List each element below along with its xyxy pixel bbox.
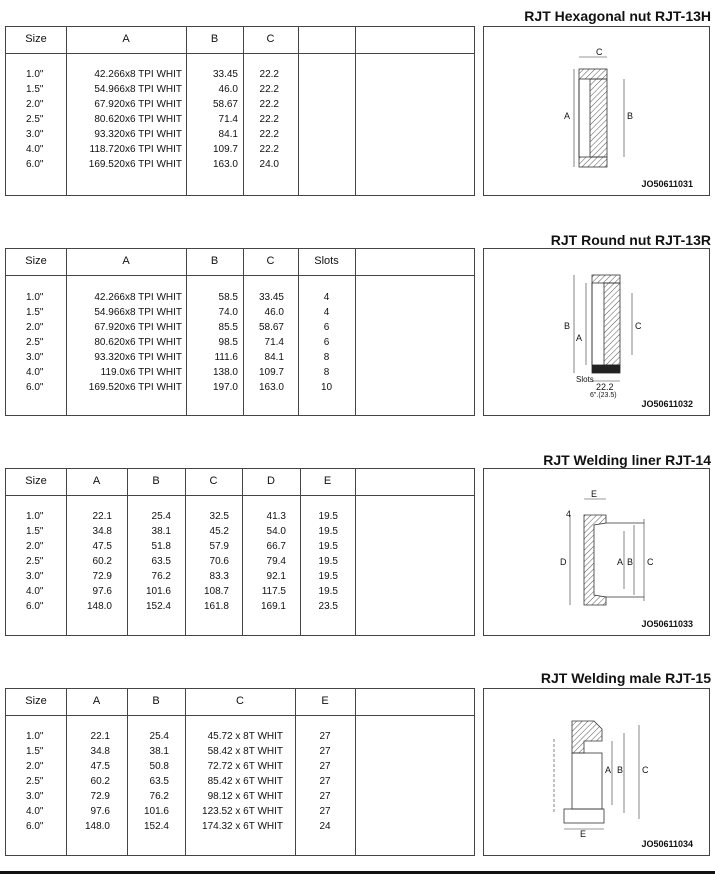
table-row — [6, 99, 474, 114]
cell-e: 19.5 — [318, 586, 338, 597]
table-row — [6, 129, 474, 144]
cell-b: 85.5 — [218, 322, 238, 333]
dim-label-b: B — [627, 557, 634, 567]
table-row — [6, 382, 474, 397]
cell-a: 72.9 — [90, 791, 110, 802]
cell-c: 72.72 x 6T WHIT — [207, 761, 283, 772]
cell-a: 34.8 — [92, 526, 112, 537]
cell-c: 22.2 — [259, 129, 279, 140]
cell-c: 85.42 x 6T WHIT — [207, 776, 283, 787]
spec-table — [5, 26, 475, 196]
spec-table — [5, 688, 475, 856]
cell-c: 109.7 — [258, 367, 284, 378]
table-row — [6, 776, 474, 791]
cell-size: 4.0" — [26, 144, 44, 155]
table-row — [6, 84, 474, 99]
dim-label-e: E — [591, 489, 598, 499]
header-a: A — [92, 695, 101, 707]
cell-size: 3.0" — [26, 352, 44, 363]
table-row — [6, 731, 474, 746]
cell-c: 22.2 — [259, 144, 279, 155]
cell-size: 2.5" — [26, 337, 44, 348]
cell-b: 152.4 — [145, 601, 171, 612]
table-row — [6, 367, 474, 382]
cell-size: 6.0" — [26, 382, 44, 393]
table-row — [6, 337, 474, 352]
header-d: D — [267, 475, 275, 487]
cell-size: 1.0" — [26, 731, 44, 742]
cell-size: 1.5" — [26, 307, 44, 318]
header-a: A — [122, 33, 130, 45]
cell-a: 54.966x8 TPI WHIT — [94, 307, 182, 318]
header-c: C — [209, 475, 218, 487]
round-nut-drawing — [483, 248, 710, 416]
cell-c: 32.5 — [209, 511, 229, 522]
cell-a: 47.5 — [90, 761, 110, 772]
drawing-code: JO50611034 — [641, 839, 693, 849]
header-c: C — [266, 33, 275, 45]
cell-e: 19.5 — [318, 526, 338, 537]
cell-slots: 8 — [323, 352, 330, 363]
hex-nut-drawing — [483, 26, 710, 196]
cell-a: 22.1 — [92, 511, 112, 522]
header-b: B — [210, 255, 219, 267]
cell-size: 2.0" — [26, 761, 44, 772]
section-title: RJT Hexagonal nut RJT-13H — [524, 8, 711, 24]
cell-a: 118.720x6 TPI WHIT — [89, 144, 182, 155]
dim-label-note: 6".(23.5) — [590, 392, 617, 399]
cell-d: 169.1 — [260, 601, 286, 612]
cell-a: 60.2 — [90, 776, 110, 787]
dim-label-b: B — [627, 111, 634, 121]
dim-label-slots: Slots — [576, 375, 594, 384]
cell-e: 24 — [319, 821, 331, 832]
dim-label-e: E — [580, 829, 587, 839]
cell-c: 33.45 — [258, 292, 284, 303]
cell-c: 22.2 — [259, 114, 279, 125]
cell-size: 4.0" — [26, 806, 44, 817]
cell-a: 93.320x6 TPI WHIT — [94, 352, 182, 363]
header-size: Size — [25, 695, 47, 707]
table-row — [6, 352, 474, 367]
welding-male-diagram — [484, 689, 709, 855]
cell-c: 71.4 — [264, 337, 284, 348]
table-row — [6, 571, 474, 586]
cell-b: 197.0 — [212, 382, 238, 393]
cell-b: 38.1 — [149, 746, 169, 757]
dim-label-c: C — [596, 47, 603, 57]
cell-b: 138.0 — [212, 367, 238, 378]
cell-b: 98.5 — [218, 337, 238, 348]
cell-b: 84.1 — [218, 129, 238, 140]
table-row — [6, 69, 474, 84]
cell-b: 76.2 — [149, 791, 169, 802]
cell-size: 2.5" — [26, 776, 44, 787]
cell-a: 47.5 — [92, 541, 112, 552]
section-title: RJT Welding liner RJT-14 — [543, 452, 711, 468]
cell-e: 27 — [319, 746, 331, 757]
cell-c: 24.0 — [259, 159, 279, 170]
cell-a: 80.620x6 TPI WHIT — [94, 337, 182, 348]
spec-table — [5, 248, 475, 416]
cell-size: 2.0" — [26, 99, 44, 110]
header-size: Size — [25, 475, 47, 487]
cell-c: 108.7 — [203, 586, 229, 597]
dim-label-c: C — [642, 765, 649, 775]
welding-liner-drawing — [483, 468, 710, 636]
cell-c: 57.9 — [209, 541, 229, 552]
cell-b: 63.5 — [151, 556, 171, 567]
cell-b: 33.45 — [212, 69, 238, 80]
cell-size: 2.5" — [26, 556, 44, 567]
header-b: B — [152, 475, 160, 487]
section-title: RJT Welding male RJT-15 — [540, 670, 711, 686]
cell-slots: 4 — [323, 292, 330, 303]
cell-size: 2.0" — [26, 322, 44, 333]
cell-c: 22.2 — [259, 84, 279, 95]
cell-c: 161.8 — [203, 601, 229, 612]
cell-c: 98.12 x 6T WHIT — [207, 791, 283, 802]
header-c: C — [236, 695, 244, 707]
cell-slots: 4 — [323, 307, 330, 318]
cell-d: 92.1 — [266, 571, 286, 582]
drawing-code: JO50611031 — [641, 179, 693, 189]
dim-label-d: D — [560, 557, 567, 567]
cell-e: 23.5 — [318, 601, 338, 612]
cell-b: 152.4 — [143, 821, 169, 832]
cell-d: 54.0 — [266, 526, 286, 537]
cell-b: 163.0 — [212, 159, 238, 170]
dim-label-a: A — [576, 333, 583, 343]
header-size: Size — [25, 255, 47, 267]
header-slots: Slots — [314, 255, 339, 267]
cell-size: 3.0" — [26, 571, 44, 582]
table-row — [6, 791, 474, 806]
cell-size: 1.0" — [26, 292, 44, 303]
cell-b: 25.4 — [151, 511, 171, 522]
cell-slots: 10 — [320, 382, 333, 393]
cell-d: 117.5 — [261, 586, 286, 597]
cell-size: 1.0" — [26, 511, 44, 522]
cell-b: 50.8 — [149, 761, 169, 772]
header-b: B — [210, 33, 219, 45]
cell-c: 45.2 — [209, 526, 229, 537]
cell-a: 67.920x6 TPI WHIT — [94, 322, 182, 333]
cell-a: 34.8 — [90, 746, 110, 757]
table-row — [6, 292, 474, 307]
cell-size: 1.0" — [26, 69, 44, 80]
table-row — [6, 322, 474, 337]
cell-b: 63.5 — [149, 776, 169, 787]
cell-b: 58.67 — [212, 99, 238, 110]
cell-b: 109.7 — [212, 144, 238, 155]
cell-c: 22.2 — [259, 69, 279, 80]
cell-b: 51.8 — [151, 541, 171, 552]
cell-e: 19.5 — [318, 571, 338, 582]
table-row — [6, 586, 474, 601]
drawing-code: JO50611033 — [641, 619, 693, 629]
cell-e: 27 — [319, 806, 331, 817]
dim-label-4: 4 — [566, 509, 572, 519]
header-a: A — [122, 255, 130, 267]
cell-e: 27 — [319, 761, 331, 772]
cell-size: 2.0" — [26, 541, 44, 552]
cell-slots: 6 — [323, 322, 330, 333]
cell-a: 119.0x6 TPI WHIT — [100, 367, 182, 378]
cell-c: 70.6 — [209, 556, 229, 567]
cell-a: 42.266x8 TPI WHIT — [94, 292, 182, 303]
cell-a: 169.520x6 TPI WHIT — [88, 382, 182, 393]
cell-size: 6.0" — [26, 601, 44, 612]
cell-c: 58.42 x 8T WHIT — [207, 746, 283, 757]
dim-label-c: C — [647, 557, 654, 567]
cell-b: 101.6 — [145, 586, 171, 597]
header-size: Size — [25, 33, 47, 45]
cell-c: 45.72 x 8T WHIT — [207, 731, 283, 742]
header-e: E — [323, 475, 332, 487]
table-row — [6, 307, 474, 322]
cell-size: 1.5" — [26, 746, 44, 757]
dim-label-a: A — [605, 765, 612, 775]
table-row — [6, 746, 474, 761]
cell-b: 101.6 — [143, 806, 169, 817]
cell-a: 72.9 — [92, 571, 112, 582]
section-title: RJT Round nut RJT-13R — [550, 232, 711, 248]
cell-e: 19.5 — [318, 541, 338, 552]
cell-size: 4.0" — [26, 586, 44, 597]
table-row — [6, 601, 474, 616]
cell-size: 6.0" — [26, 159, 44, 170]
cell-slots: 8 — [323, 367, 330, 378]
cell-a: 80.620x6 TPI WHIT — [94, 114, 182, 125]
dim-label-c: C — [635, 321, 642, 331]
cell-c: 163.0 — [258, 382, 284, 393]
table-row — [6, 511, 474, 526]
table-row — [6, 159, 474, 174]
cell-size: 3.0" — [26, 791, 44, 802]
cell-c: 84.1 — [264, 352, 284, 363]
cell-e: 19.5 — [318, 511, 338, 522]
header-e: E — [321, 695, 329, 707]
cell-b: 71.4 — [218, 114, 238, 125]
table-row — [6, 821, 474, 836]
cell-d: 79.4 — [266, 556, 286, 567]
cell-size: 3.0" — [26, 129, 44, 140]
cell-d: 41.3 — [266, 511, 286, 522]
table-row — [6, 144, 474, 159]
dim-label-a: A — [617, 557, 624, 567]
cell-e: 27 — [319, 731, 331, 742]
drawing-code: JO50611032 — [641, 399, 693, 409]
cell-a: 42.266x8 TPI WHIT — [94, 69, 182, 80]
cell-e: 27 — [319, 791, 331, 802]
cell-a: 93.320x6 TPI WHIT — [94, 129, 182, 140]
cell-c: 46.0 — [264, 307, 284, 318]
cell-a: 148.0 — [86, 601, 112, 612]
header-a: A — [92, 475, 101, 487]
spec-table — [5, 468, 475, 636]
cell-b: 46.0 — [218, 84, 238, 95]
cell-b: 38.1 — [151, 526, 171, 537]
cell-b: 76.2 — [151, 571, 171, 582]
cell-b: 58.5 — [218, 292, 238, 303]
cell-d: 66.7 — [266, 541, 286, 552]
cell-size: 1.5" — [26, 526, 44, 537]
cell-a: 97.6 — [90, 806, 110, 817]
cell-a: 67.920x6 TPI WHIT — [94, 99, 182, 110]
cell-c: 83.3 — [209, 571, 229, 582]
cell-a: 169.520x6 TPI WHIT — [88, 159, 182, 170]
header-c: C — [266, 255, 275, 267]
cell-b: 74.0 — [218, 307, 238, 318]
cell-size: 2.5" — [26, 114, 44, 125]
cell-b: 111.6 — [214, 352, 238, 363]
table-row — [6, 541, 474, 556]
cell-c: 174.32 x 6T WHIT — [202, 821, 283, 832]
dim-label-b: B — [564, 321, 571, 331]
dim-label-width: 22.2 — [596, 382, 614, 392]
header-b: B — [152, 695, 160, 707]
cell-b: 25.4 — [149, 731, 169, 742]
cell-size: 1.5" — [26, 84, 44, 95]
cell-c: 123.52 x 6T WHIT — [202, 806, 283, 817]
cell-a: 148.0 — [84, 821, 110, 832]
cell-size: 6.0" — [26, 821, 44, 832]
cell-a: 60.2 — [92, 556, 112, 567]
dim-label-a: A — [564, 111, 571, 121]
cell-c: 58.67 — [258, 322, 284, 333]
table-row — [6, 114, 474, 129]
cell-a: 22.1 — [90, 731, 110, 742]
cell-slots: 6 — [323, 337, 330, 348]
cell-a: 54.966x8 TPI WHIT — [94, 84, 182, 95]
cell-e: 27 — [319, 776, 331, 787]
table-row — [6, 761, 474, 776]
table-row — [6, 526, 474, 541]
welding-male-drawing — [483, 688, 710, 856]
cell-size: 4.0" — [26, 367, 44, 378]
cell-c: 22.2 — [259, 99, 279, 110]
cell-a: 97.6 — [92, 586, 112, 597]
dim-label-b: B — [617, 765, 624, 775]
cell-e: 19.5 — [318, 556, 338, 567]
table-row — [6, 806, 474, 821]
table-row — [6, 556, 474, 571]
